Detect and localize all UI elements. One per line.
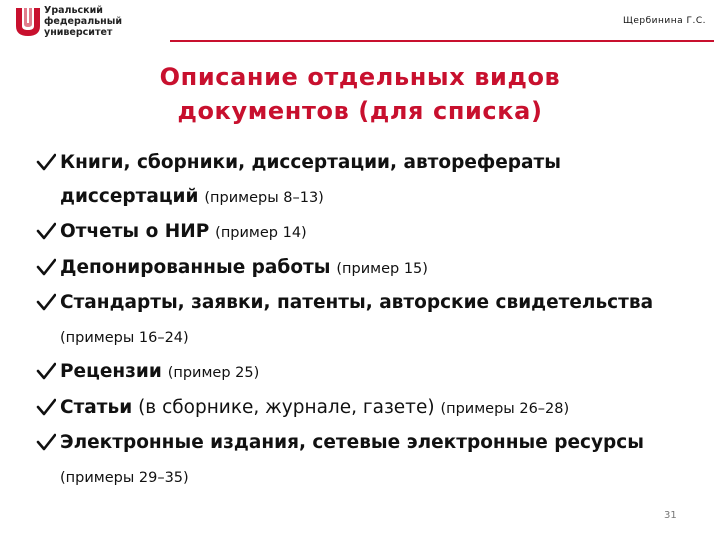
logo-line-1: Уральский <box>44 5 103 16</box>
checkmark-icon <box>36 361 56 381</box>
logo-text <box>44 5 122 38</box>
item-reference: (примеры 29–35) <box>60 469 189 486</box>
document-types-list <box>36 146 696 495</box>
university-logo <box>14 4 144 42</box>
item-text: Книги, сборники, диссертации, авторефераты диссертаций <box>60 152 561 207</box>
item-subtext: (в сборнике, журнале, газете) <box>138 396 435 418</box>
item-text: Рецензии <box>60 361 162 382</box>
checkmark-icon <box>36 397 56 417</box>
list-item <box>36 355 696 391</box>
item-text: Электронные издания, сетевые электронные ресурсы <box>60 432 644 453</box>
item-reference: (примеры 8–13) <box>204 189 324 206</box>
item-text: Депонированные работы <box>60 256 331 278</box>
checkmark-icon <box>36 292 56 312</box>
university-logo-icon <box>14 6 42 38</box>
logo-line-3: университет <box>44 27 113 38</box>
title-line-1: Описание отдельных видов <box>159 63 561 91</box>
list-item <box>36 146 696 215</box>
checkmark-icon <box>36 432 56 452</box>
item-reference: (примеры 26–28) <box>440 400 570 417</box>
logo-line-2: федеральный <box>44 16 122 27</box>
item-text: Стандарты, заявки, патенты, авторские свидетельства <box>60 292 654 313</box>
list-item <box>36 391 696 427</box>
page-number: 31 <box>664 510 677 521</box>
item-reference: (пример 14) <box>215 225 307 241</box>
list-item <box>36 426 696 495</box>
header-divider <box>170 40 714 42</box>
item-reference: (примеры 16–24) <box>60 329 189 346</box>
checkmark-icon <box>36 221 56 241</box>
author-name: Щербинина Г.С. <box>623 16 706 26</box>
item-reference: (пример 15) <box>336 260 428 277</box>
checkmark-icon <box>36 257 56 277</box>
item-text: Статьи <box>60 396 133 418</box>
item-text: Отчеты о НИР <box>60 221 210 242</box>
slide-title <box>0 60 720 128</box>
slide-header <box>0 0 720 44</box>
list-item <box>36 286 696 355</box>
list-item <box>36 251 696 287</box>
item-reference: (пример 25) <box>167 365 260 381</box>
title-line-2: документов (для списка) <box>177 97 543 125</box>
list-item <box>36 215 696 251</box>
checkmark-icon <box>36 152 56 172</box>
